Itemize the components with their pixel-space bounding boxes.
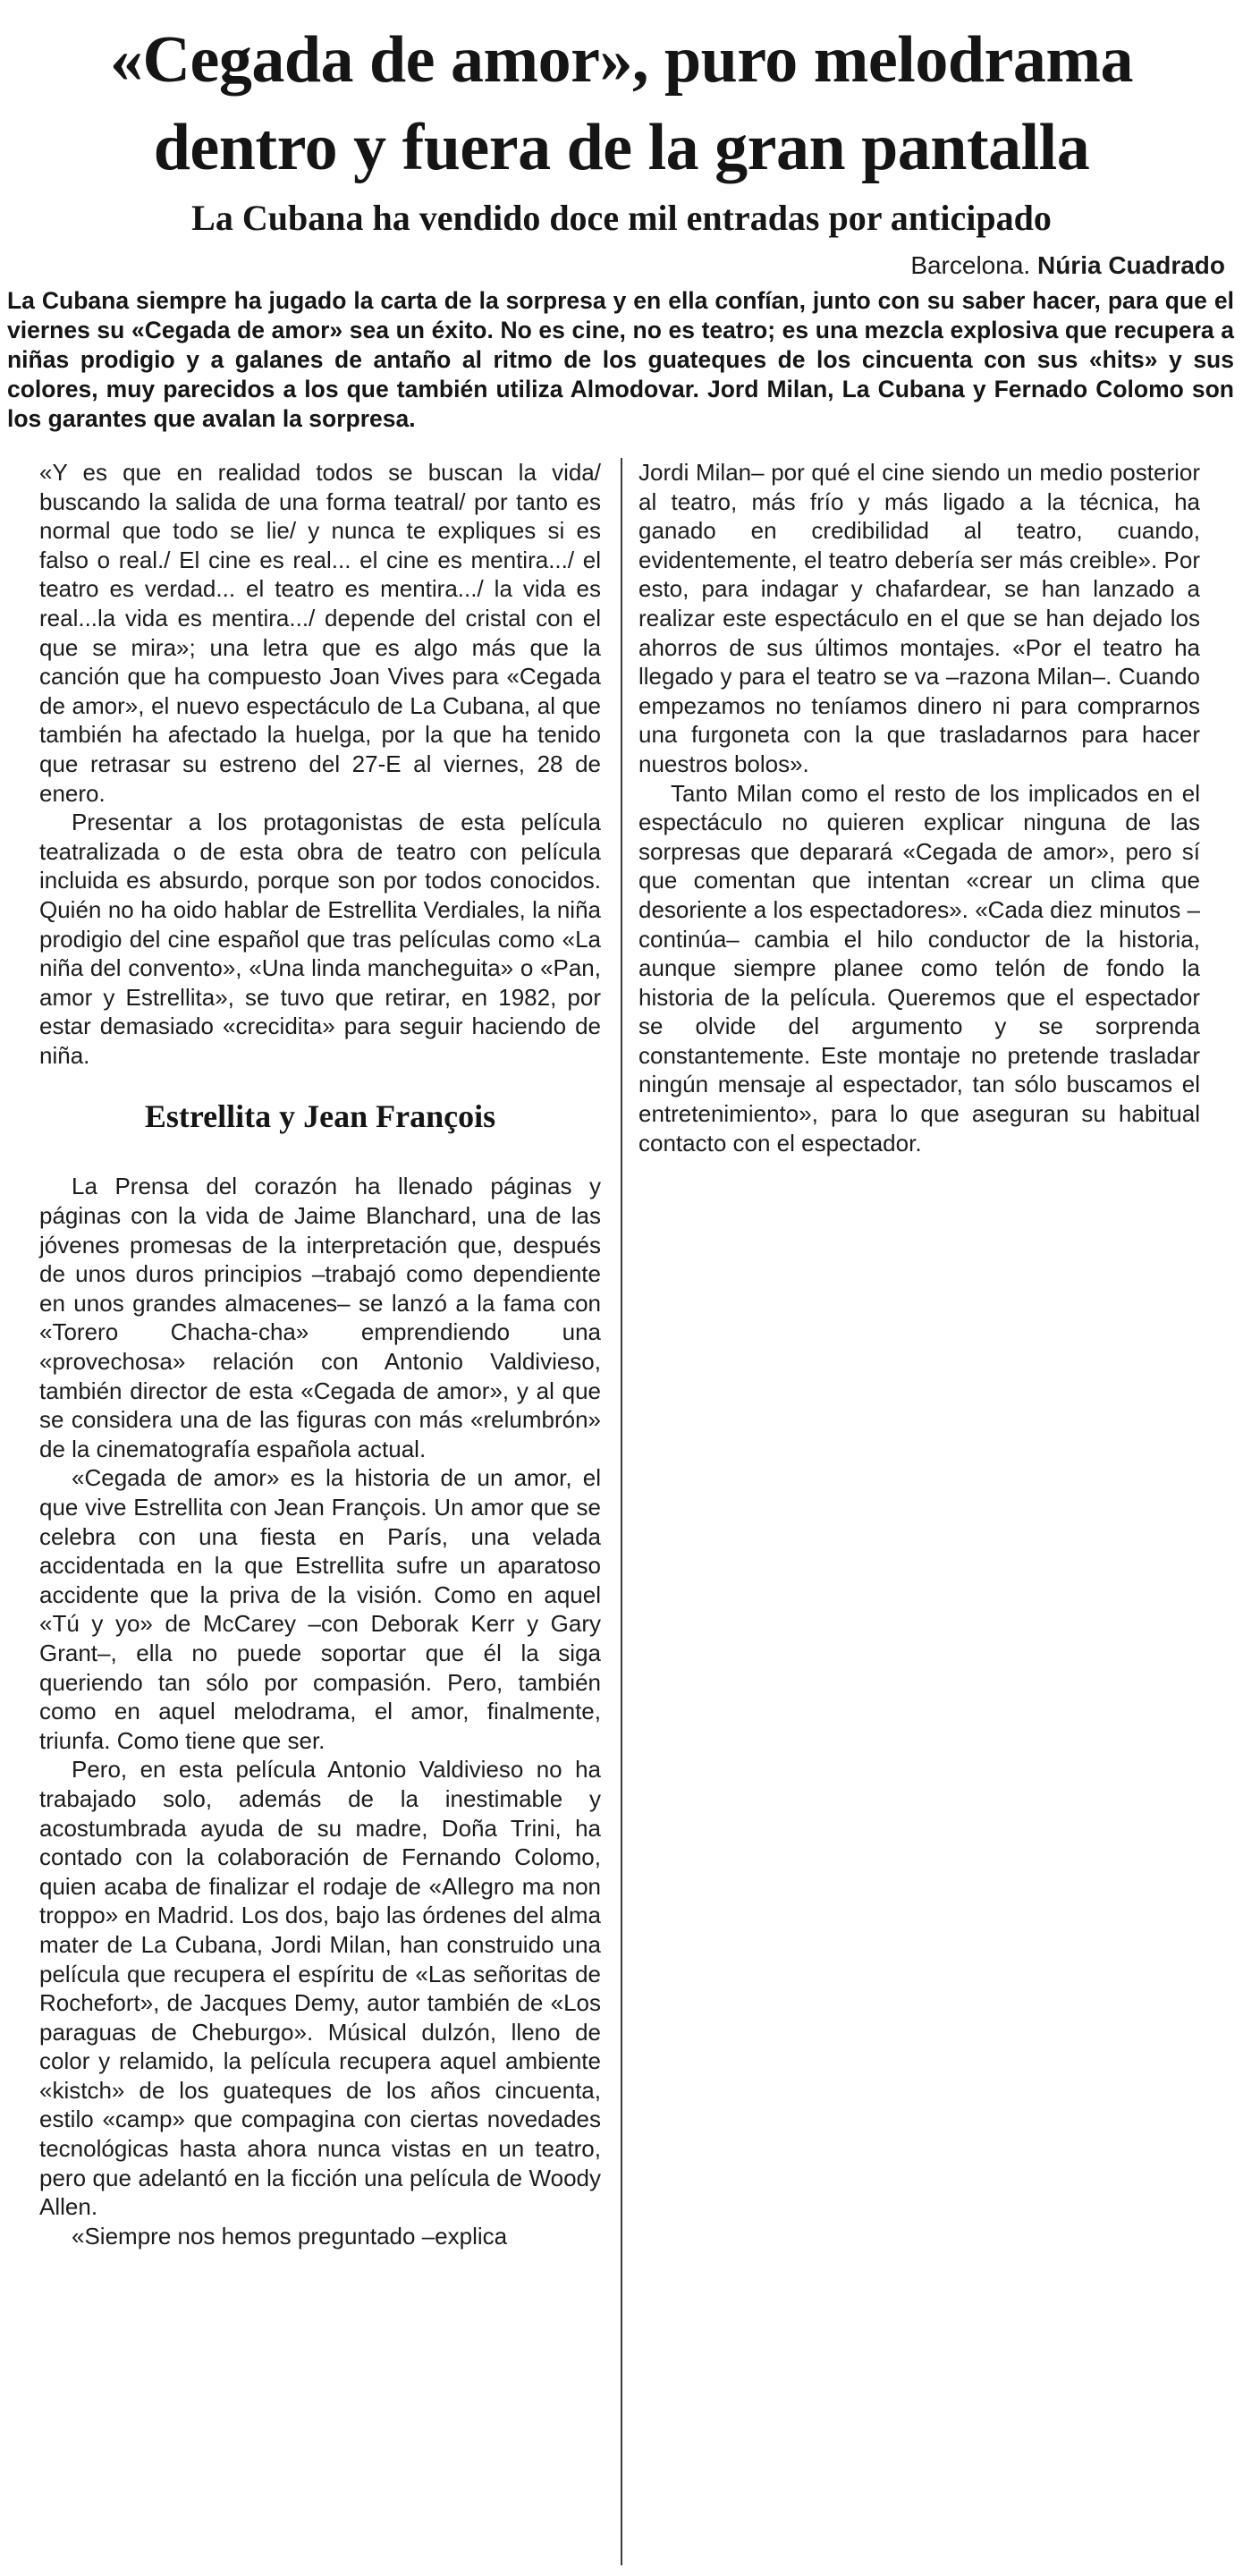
byline bbox=[910, 250, 1225, 281]
headline bbox=[36, 16, 1207, 191]
column-divider bbox=[621, 458, 622, 2565]
right-column bbox=[638, 458, 1200, 1157]
byline-place: Barcelona. bbox=[910, 251, 1031, 279]
headline-line-1: «Cegada de amor», puro melodrama bbox=[110, 23, 1133, 97]
subheadline: La Cubana ha vendido doce mil entradas por anticipado bbox=[191, 198, 1052, 238]
section-title: Estrellita y Jean François bbox=[144, 1098, 496, 1135]
body-paragraph: Pero, en esta película Antonio Valdivieso no ha trabajado solo, además de la inestimable y acostumbrada ayuda de su madre, Doña Trini, ha contado con la colaboración de Fernando Colomo, quien acaba de finalizar el rodaje de «Allegro ma non troppo» en Madrid. Los dos, bajo las órdenes del alma mater de La Cubana, Jordi Milan, han construido una película que recupera el espíritu de «Las señoritas de Rochefort», de Jacques Demy, autor también de «Los paraguas de Cheburgo». Músical dulzón, lleno de color y relamido, la película recupera aquel ambiente «kistch» de los guateques de los años cincuenta, estilo «camp» que compagina con ciertas novedades tecnológicas hasta ahora nunca vistas en un teatro, pero que adelantó en la ficción una película de Woody Allen. bbox=[39, 1756, 601, 2221]
body-paragraph: «Siempre nos hemos preguntado –explica bbox=[72, 2222, 508, 2250]
left-column bbox=[39, 458, 601, 2250]
headline-line-2: dentro y fuera de la gran pantalla bbox=[153, 111, 1090, 184]
lead-paragraph: La Cubana siempre ha jugado la carta de la sorpresa y en ella confían, junto con su saber hacer, para que el viernes su «Cegada de amor» sea un éxito. No es cine, no es teatro; es una mezcla explosiva que recupera a niñas prodigio y a galanes de antaño al ritmo de los guateques de los cincuenta con sus «hits» y sus colores, muy parecidos a los que también utiliza Almodovar. Jord Milan, La Cubana y Fernado Colomo son los garantes que avalan la sorpresa. bbox=[7, 287, 1234, 432]
body-paragraph: Tanto Milan como el resto de los implicados en el espectáculo no quieren explicar ninguna de las sorpresas que deparará «Cegada de amor», pero sí que comentan que intentan «crear un clima que desoriente a los espectadores». «Cada diez minutos –continúa– cambia el hilo conductor de la historia, aunque siempre planee como telón de fondo la historia de la película. Queremos que el espectador se olvide del argumento y se sorprenda constantemente. Este montaje no pretende trasladar ningún mensaje al espectador, tan sólo buscamos el entretenimiento», para lo que aseguran su habitual contacto con el espectador. bbox=[638, 779, 1200, 1157]
body-paragraph: Presentar a los protagonistas de esta película teatralizada o de esta obra de teatro con película incluida es absurdo, porque son por todos conocidos. Quién no ha oido hablar de Estrellita Verdiales, la niña prodigio del cine español que tras películas como «La niña del convento», «Una linda mancheguita» o «Pan, amor y Estrellita», se tuvo que retirar, en 1982, por estar demasiado «crecidita» para seguir haciendo de niña. bbox=[39, 809, 601, 1069]
body-paragraph: La Prensa del corazón ha llenado páginas y páginas con la vida de Jaime Blanchard, una de las jóvenes promesas de la interpretación que, después de unos duros principios –trabajó como dependiente en unos grandes almacenes– se lanzó a la fama con «Torero Chacha-cha» emprendiendo una «provechosa» relación con Antonio Valdivieso, también director de esta «Cegada de amor», y al que se considera una de las figuras con más «relumbrón» de la cinematografía española actual. bbox=[39, 1173, 601, 1462]
body-paragraph: «Y es que en realidad todos se buscan la vida/ buscando la salida de una forma teatral/ por tanto es normal que todo se lie/ y nunca te expliques si es falso o real./ El cine es real... el cine es mentira.../ el teatro es verdad... el teatro es mentira.../ la vida es real...la vida es mentira.../ depende del cristal con el que se mira»; una letra que es algo más que la canción que ha compuesto Joan Vives para «Cegada de amor», el nuevo espectáculo de La Cubana, al que también ha afectado la huelga, por la que ha tenido que retrasar su estreno del 27-E al viernes, 28 de enero. bbox=[39, 459, 601, 807]
byline-author: Núria Cuadrado bbox=[1036, 251, 1225, 279]
body-paragraph: «Cegada de amor» es la historia de un amor, el que vive Estrellita con Jean François. Un amor que se celebra con una fiesta en París, una velada accidentada en la que Estrellita sufre un aparatoso accidente que la priva de la visión. Como en aquel «Tú y yo» de McCarey –con Deborak Kerr y Gary Grant–, ella no puede soportar que él la siga queriendo tan sólo por compasión. Pero, también como en aquel melodrama, el amor, finalmente, triunfa. Como tiene que ser. bbox=[39, 1464, 601, 1754]
body-paragraph: Jordi Milan– por qué el cine siendo un medio posterior al teatro, más frío y más ligado a la técnica, ha ganado en credibilidad al teatro, cuando, evidentemente, el teatro debería ser más creible». Por esto, para indagar y chafardear, se han lanzado a realizar este espectáculo en el que se han dejado los ahorros de sus últimos montajes. «Por el teatro ha llegado y para el teatro se va –razona Milan–. Cuando empezamos no teníamos dinero ni para comprarnos una furgoneta con la que trasladarnos para hacer nuestros bolos». bbox=[638, 459, 1200, 777]
